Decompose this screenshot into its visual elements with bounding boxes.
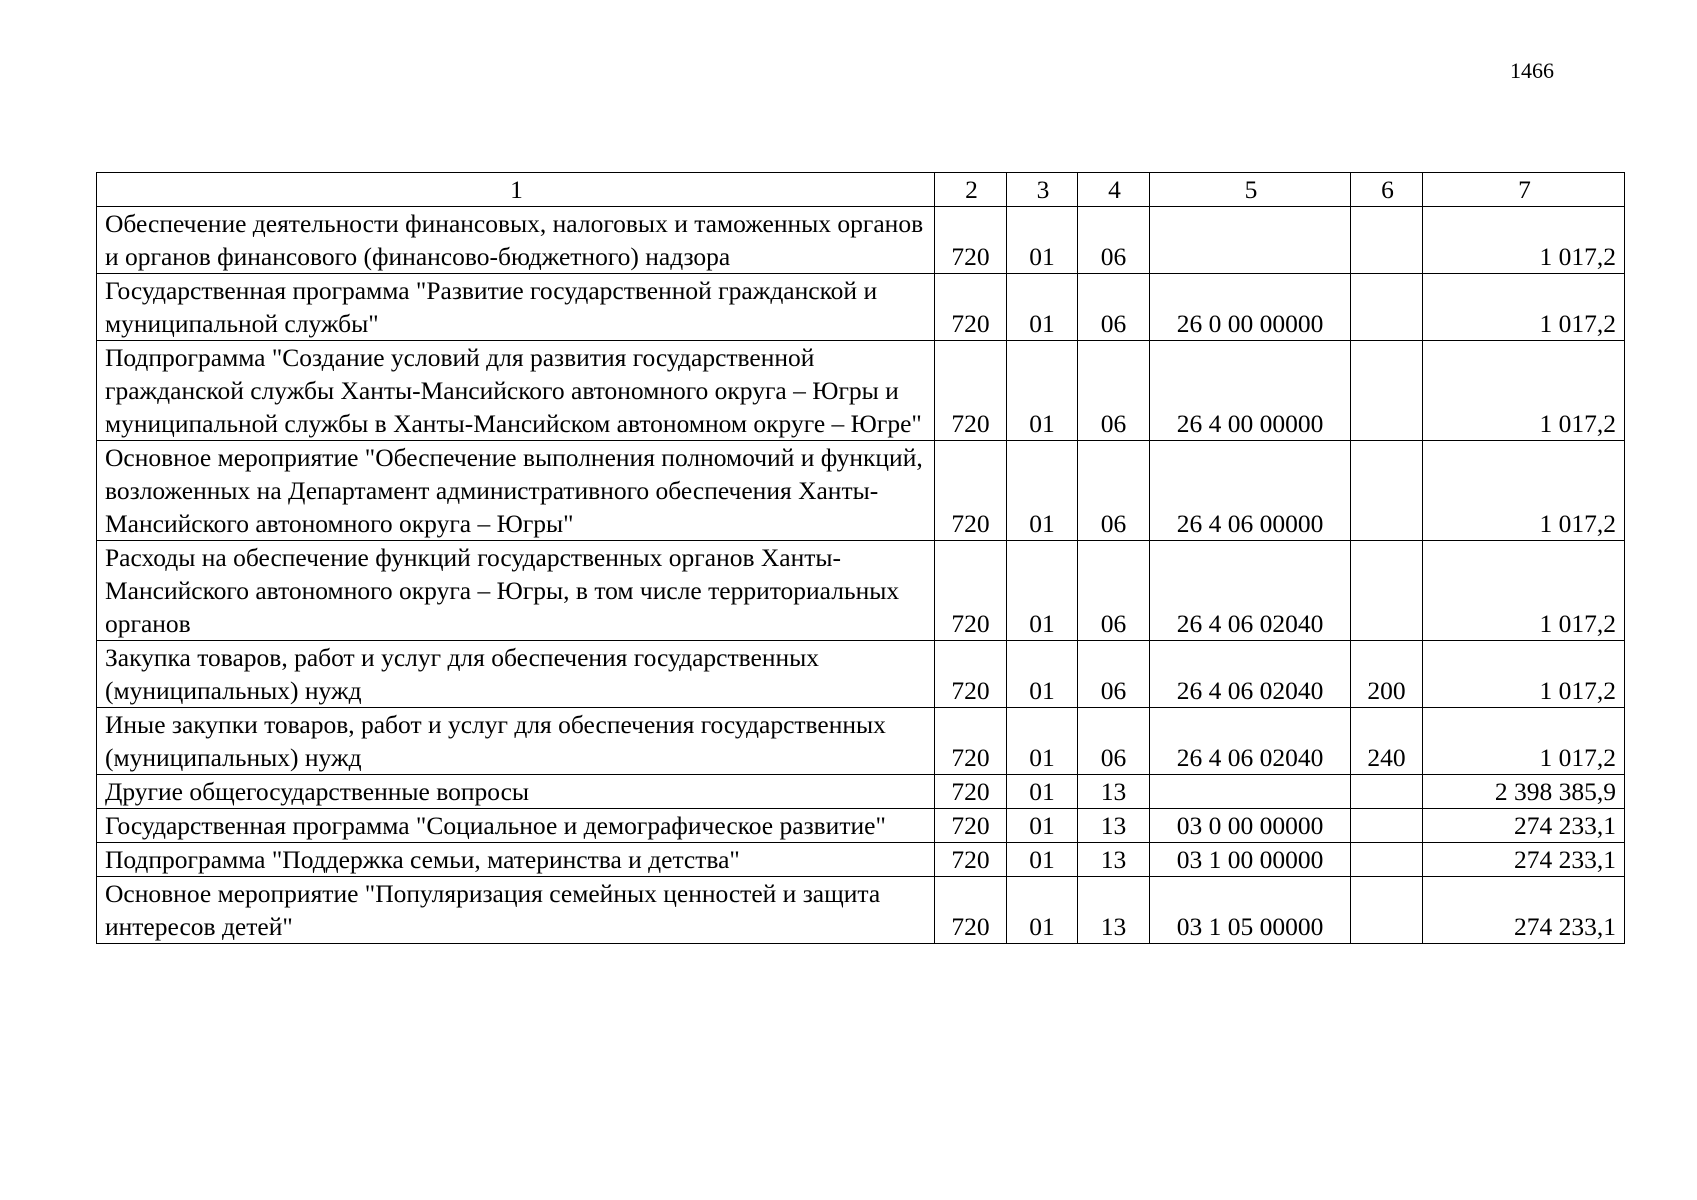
item-name-cell: Обеспечение деятельности финансовых, налоговых и таможенных органов и органов финансового (финансово-бюджетного) надзора: [97, 207, 935, 274]
section-code-cell: 01: [1007, 809, 1078, 843]
section-code-cell: 01: [1007, 541, 1078, 641]
target-article-cell: 26 4 06 02040: [1150, 541, 1351, 641]
table-row: [97, 341, 1625, 441]
target-article-cell: 26 4 06 02040: [1150, 641, 1351, 708]
table-row: [97, 877, 1625, 944]
item-name-cell: Подпрограмма "Поддержка семьи, материнства и детства": [97, 843, 935, 877]
amount-cell: 1 017,2: [1423, 541, 1625, 641]
subsection-code-cell: 06: [1078, 207, 1150, 274]
table-row: [97, 809, 1625, 843]
section-code-cell: 01: [1007, 207, 1078, 274]
target-article-cell: 26 4 00 00000: [1150, 341, 1351, 441]
item-name-cell: Основное мероприятие "Популяризация семейных ценностей и защита интересов детей": [97, 877, 935, 944]
subsection-code-cell: 06: [1078, 541, 1150, 641]
expense-type-cell: [1351, 207, 1423, 274]
amount-cell: 274 233,1: [1423, 877, 1625, 944]
header-cell: 7: [1423, 173, 1625, 207]
table-header-row: [97, 173, 1625, 207]
subsection-code-cell: 06: [1078, 708, 1150, 775]
amount-cell: 1 017,2: [1423, 641, 1625, 708]
table-row: [97, 541, 1625, 641]
department-code-cell: 720: [935, 708, 1007, 775]
section-code-cell: 01: [1007, 843, 1078, 877]
amount-cell: 1 017,2: [1423, 708, 1625, 775]
header-cell: 4: [1078, 173, 1150, 207]
expense-type-cell: [1351, 441, 1423, 541]
expense-type-cell: [1351, 341, 1423, 441]
item-name-cell: Подпрограмма "Создание условий для развития государственной гражданской службы Ханты-Мансийского автономного округа – Югры и муниципальной службы в Ханты-Мансийском автономном округе – Югре": [97, 341, 935, 441]
department-code-cell: 720: [935, 775, 1007, 809]
amount-cell: 1 017,2: [1423, 207, 1625, 274]
department-code-cell: 720: [935, 843, 1007, 877]
target-article-cell: 26 4 06 00000: [1150, 441, 1351, 541]
table-row: [97, 441, 1625, 541]
header-cell: 6: [1351, 173, 1423, 207]
header-cell: 2: [935, 173, 1007, 207]
expense-type-cell: [1351, 843, 1423, 877]
item-name-cell: Иные закупки товаров, работ и услуг для обеспечения государственных (муниципальных) нужд: [97, 708, 935, 775]
section-code-cell: 01: [1007, 708, 1078, 775]
expense-type-cell: [1351, 877, 1423, 944]
subsection-code-cell: 13: [1078, 877, 1150, 944]
department-code-cell: 720: [935, 274, 1007, 341]
item-name-cell: Государственная программа "Социальное и демографическое развитие": [97, 809, 935, 843]
expense-type-cell: [1351, 775, 1423, 809]
department-code-cell: 720: [935, 641, 1007, 708]
item-name-cell: Государственная программа "Развитие государственной гражданской и муниципальной службы": [97, 274, 935, 341]
table-row: [97, 843, 1625, 877]
section-code-cell: 01: [1007, 641, 1078, 708]
table-row: [97, 207, 1625, 274]
subsection-code-cell: 06: [1078, 341, 1150, 441]
amount-cell: 1 017,2: [1423, 341, 1625, 441]
subsection-code-cell: 06: [1078, 274, 1150, 341]
department-code-cell: 720: [935, 809, 1007, 843]
department-code-cell: 720: [935, 877, 1007, 944]
item-name-cell: Расходы на обеспечение функций государственных органов Ханты-Мансийского автономного округа – Югры, в том числе территориальных органов: [97, 541, 935, 641]
item-name-cell: Закупка товаров, работ и услуг для обеспечения государственных (муниципальных) нужд: [97, 641, 935, 708]
table-row: [97, 708, 1625, 775]
target-article-cell: 03 1 05 00000: [1150, 877, 1351, 944]
amount-cell: 2 398 385,9: [1423, 775, 1625, 809]
item-name-cell: Другие общегосударственные вопросы: [97, 775, 935, 809]
expense-type-cell: [1351, 274, 1423, 341]
department-code-cell: 720: [935, 541, 1007, 641]
amount-cell: 1 017,2: [1423, 274, 1625, 341]
header-cell: 5: [1150, 173, 1351, 207]
amount-cell: 274 233,1: [1423, 843, 1625, 877]
item-name-cell: Основное мероприятие "Обеспечение выполнения полномочий и функций, возложенных на Департамент административного обеспечения Ханты-Мансийского автономного округа – Югры": [97, 441, 935, 541]
section-code-cell: 01: [1007, 775, 1078, 809]
target-article-cell: 03 0 00 00000: [1150, 809, 1351, 843]
section-code-cell: 01: [1007, 877, 1078, 944]
subsection-code-cell: 13: [1078, 809, 1150, 843]
section-code-cell: 01: [1007, 341, 1078, 441]
department-code-cell: 720: [935, 441, 1007, 541]
target-article-cell: 26 0 00 00000: [1150, 274, 1351, 341]
amount-cell: 274 233,1: [1423, 809, 1625, 843]
department-code-cell: 720: [935, 341, 1007, 441]
header-cell: 1: [97, 173, 935, 207]
table-row: [97, 274, 1625, 341]
subsection-code-cell: 06: [1078, 441, 1150, 541]
header-cell: 3: [1007, 173, 1078, 207]
expense-type-cell: [1351, 809, 1423, 843]
table-row: [97, 775, 1625, 809]
subsection-code-cell: 06: [1078, 641, 1150, 708]
section-code-cell: 01: [1007, 441, 1078, 541]
expense-type-cell: 240: [1351, 708, 1423, 775]
target-article-cell: 26 4 06 02040: [1150, 708, 1351, 775]
target-article-cell: 03 1 00 00000: [1150, 843, 1351, 877]
amount-cell: 1 017,2: [1423, 441, 1625, 541]
target-article-cell: [1150, 775, 1351, 809]
department-code-cell: 720: [935, 207, 1007, 274]
subsection-code-cell: 13: [1078, 843, 1150, 877]
expense-type-cell: [1351, 541, 1423, 641]
page-number: 1466: [1510, 58, 1554, 83]
target-article-cell: [1150, 207, 1351, 274]
expense-type-cell: 200: [1351, 641, 1423, 708]
subsection-code-cell: 13: [1078, 775, 1150, 809]
table-row: [97, 641, 1625, 708]
section-code-cell: 01: [1007, 274, 1078, 341]
budget-table: [96, 172, 1625, 944]
